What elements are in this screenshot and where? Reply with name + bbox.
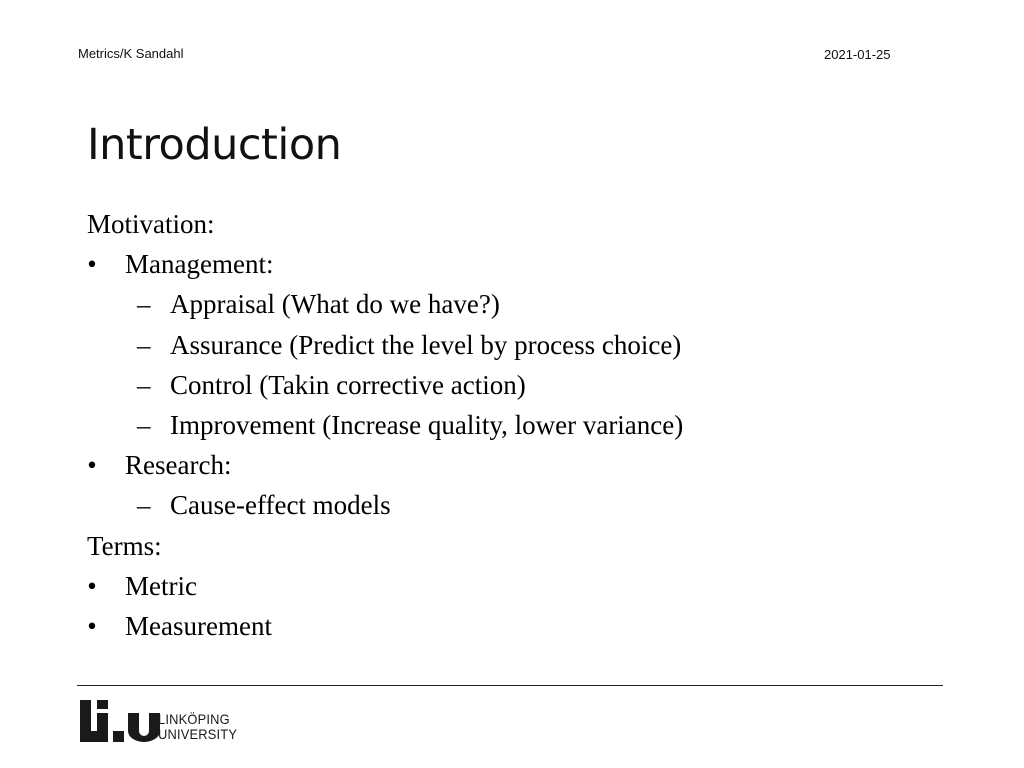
logo-wordmark	[158, 712, 237, 742]
dash-marker: –	[137, 409, 151, 440]
dash-marker: –	[137, 289, 151, 320]
logo-line-2: UNIVERSITY	[158, 726, 238, 742]
dash-marker: –	[137, 490, 151, 521]
bullet-marker: •	[87, 249, 97, 280]
sub-item-text: Appraisal (What do we have?)	[170, 289, 500, 320]
bullet-marker: •	[87, 610, 97, 641]
bullet-item-management	[87, 244, 967, 284]
sub-item-control	[87, 365, 967, 405]
sub-item-text: Improvement (Increase quality, lower variance)	[170, 409, 684, 440]
bullet-marker: •	[87, 570, 97, 601]
terms-heading: Terms:	[87, 530, 162, 561]
bullet-text: Research:	[125, 450, 232, 481]
bullet-text: Metric	[125, 570, 197, 601]
bullet-text: Measurement	[125, 610, 272, 641]
sub-item-assurance	[87, 325, 967, 365]
sub-item-improvement	[87, 405, 967, 445]
sub-item-cause-effect	[87, 485, 967, 525]
bullet-item-metric	[87, 566, 967, 606]
bullet-item-measurement	[87, 606, 967, 646]
motivation-heading: Motivation:	[87, 209, 215, 239]
slide-title: Introduction	[87, 120, 342, 170]
slide-body	[87, 204, 967, 646]
bullet-marker: •	[87, 450, 97, 481]
slide-date-header: 2021-01-25	[824, 47, 891, 62]
logo-line-1: LINKÖPING	[158, 711, 230, 727]
slide-author-header: Metrics/K Sandahl	[78, 46, 184, 61]
footer-divider	[77, 685, 943, 686]
bullet-item-research	[87, 445, 967, 485]
dash-marker: –	[137, 369, 151, 400]
sub-item-appraisal	[87, 284, 967, 324]
sub-item-text: Control (Takin corrective action)	[170, 369, 526, 400]
sub-item-text: Assurance (Predict the level by process choice)	[170, 329, 682, 360]
sub-item-text: Cause-effect models	[170, 490, 391, 521]
bullet-text: Management:	[125, 249, 274, 280]
dash-marker: –	[137, 329, 151, 360]
